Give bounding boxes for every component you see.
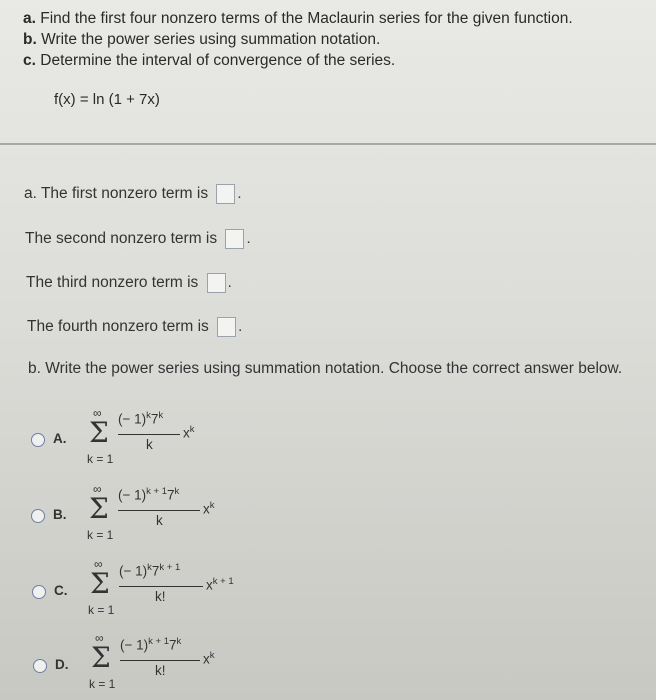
num-exp1: k + 1 [146,486,168,497]
option-d-fraction-bar [120,660,200,661]
tail-exp: k + 1 [212,576,234,587]
option-d-numerator [120,636,181,653]
option-c-tail [206,576,234,593]
option-d-letter[interactable]: D. [55,657,69,672]
third-term-input[interactable] [207,273,226,293]
first-term-label: a. The first nonzero term is [24,185,209,203]
option-a-sum-bottom: k = 1 [87,452,114,466]
option-b-sum-bottom: k = 1 [87,528,114,542]
num-base: (− 1) [120,637,149,653]
part-b-prompt: b. Write the power series using summation notation. Choose the correct answer below. [28,360,623,377]
option-a-tail [183,424,195,441]
fourth-term-label: The fourth nonzero term is [27,318,209,336]
option-a-sigma-icon: Σ [89,416,109,449]
num-mid: 7 [169,637,177,653]
fourth-term-period: . [238,318,243,336]
option-a-sum-top: ∞ [93,406,102,420]
second-term-label: The second nonzero term is [25,230,218,248]
fourth-term-row [27,317,242,337]
first-term-row [24,184,242,204]
first-term-input[interactable] [216,184,235,204]
tail-base: x [203,651,210,667]
num-mid: 7 [150,411,159,427]
option-c-fraction-bar [119,586,203,587]
tail-base: x [203,501,210,517]
option-d-denominator: k! [155,663,166,678]
option-d-sum-bottom: k = 1 [89,677,116,691]
num-exp1: k [146,410,151,421]
option-b-letter[interactable]: B. [53,507,67,522]
num-exp2: k [174,486,180,497]
second-term-period: . [246,230,251,248]
num-mid: 7 [167,487,175,503]
third-term-label: The third nonzero term is [26,274,199,292]
option-a-radio[interactable] [31,433,45,447]
tail-exp: k [189,424,195,435]
option-b-sum-top: ∞ [93,482,102,496]
option-a-letter[interactable]: A. [53,431,67,446]
instruction-b-text: Write the power series using summation notation. [41,31,381,48]
num-base: (− 1) [119,563,148,579]
option-d-tail [203,650,215,667]
third-term-row [26,273,232,293]
num-base: (− 1) [118,411,147,427]
first-term-period: . [237,185,242,203]
instruction-c [23,52,395,70]
tail-base: x [206,577,213,593]
num-exp1: k [147,562,152,573]
option-b-radio[interactable] [31,509,45,523]
option-b-fraction-bar [118,510,200,511]
section-divider [0,143,656,145]
instruction-a [23,10,573,28]
second-term-input[interactable] [225,229,244,249]
option-b-sigma-icon: Σ [89,492,109,525]
option-d-sum-top: ∞ [95,631,104,645]
option-c-sum-top: ∞ [94,557,103,571]
option-a-denominator: k [146,437,153,452]
function-expression: f(x) = ln (1 + 7x) [54,91,160,108]
num-exp2: k [176,636,182,647]
tail-exp: k [209,500,215,511]
option-b-denominator: k [156,513,163,528]
num-exp1: k + 1 [148,636,170,647]
option-b-numerator [118,486,179,503]
option-c-radio[interactable] [32,585,46,599]
instruction-b [23,31,380,49]
instruction-c-text: Determine the interval of convergence of the series. [40,52,396,69]
num-exp2: k [158,410,164,421]
num-mid: 7 [151,563,160,579]
instruction-a-text: Find the first four nonzero terms of the Maclaurin series for the given function. [40,10,573,27]
option-b-tail [203,500,215,517]
instruction-c-marker: c. [23,52,36,69]
option-d-sigma-icon: Σ [91,641,111,674]
option-a-numerator [118,410,163,427]
num-exp2: k + 1 [159,562,181,573]
option-a-fraction-bar [118,434,180,435]
tail-base: x [183,425,190,441]
instruction-b-marker: b. [23,31,37,48]
option-c-letter[interactable]: C. [54,583,68,598]
num-base: (− 1) [118,487,147,503]
third-term-period: . [227,274,232,292]
option-c-sum-bottom: k = 1 [88,603,115,617]
option-c-sigma-icon: Σ [90,567,110,600]
second-term-row [25,229,251,249]
option-c-numerator [119,562,180,579]
tail-exp: k [209,650,215,661]
fourth-term-input[interactable] [217,317,236,337]
instruction-a-marker: a. [23,10,36,27]
option-d-radio[interactable] [33,659,47,673]
option-c-denominator: k! [155,589,166,604]
